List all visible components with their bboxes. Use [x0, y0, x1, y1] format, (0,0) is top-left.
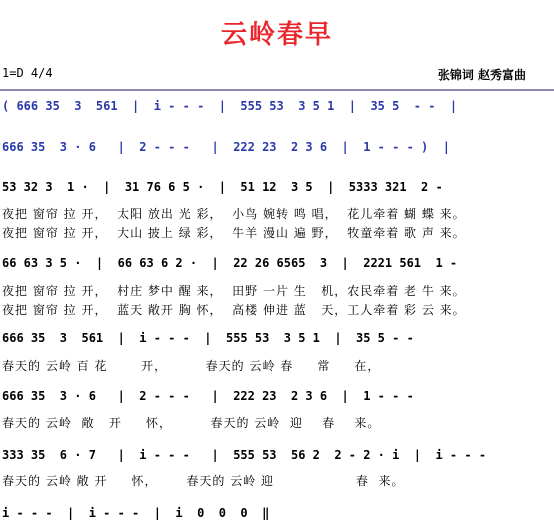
lyric-1a: 夜把 窗帘 拉 开， 太阳 放出 光 彩， 小鸟 婉转 鸣 唱， 花儿牵着 蝴 蝶 来。 [2, 207, 466, 221]
lyric-4: 春天的 云岭 敞 开 怀， 春天的 云岭 迎 春 来。 [2, 416, 381, 430]
lyric-5: 春天的 云岭 敞 开 怀， 春天的 云岭 迎 春 来。 [2, 474, 405, 488]
ending-line: i - - - | i - - - | i 0 0 0 ‖ [2, 506, 270, 520]
chorus-line-3: 333 35 6 · 7 | i - - - | 555 53 56 2 2 - 2 · i | i - - - [2, 448, 487, 462]
credits: 张锦词 赵秀富曲 [437, 68, 526, 82]
verse-line-1: 53 32 3 1 · | 31 76 6 5 · | 51 12 3 5 | 5333 321 2 - [2, 180, 443, 194]
lyric-2a: 夜把 窗帘 拉 开， 村庄 梦中 醒 来， 田野 一片 生 机，农民牵着 老 牛 来。 [2, 284, 466, 298]
song-title: 云岭春早 [220, 20, 333, 50]
intro-line-1: ( 666 35 3 561 | i - - - | 555 53 3 5 1 | 35 5 - - | [2, 99, 458, 113]
key-signature: 1=D 4/4 [2, 66, 53, 80]
chorus-line-2: 666 35 3 · 6 | 2 - - - | 222 23 2 3 6 | 1 - - - [2, 389, 414, 403]
lyric-1b: 夜把 窗帘 拉 开， 大山 披上 绿 彩， 牛羊 漫山 遍 野， 牧童牵着 歌 声 来。 [2, 226, 466, 240]
lyric-2b: 夜把 窗帘 拉 开， 蓝天 敞开 胸 怀， 高楼 伸进 蓝 天，工人牵着 彩 云 来。 [2, 303, 466, 317]
lyric-3: 春天的 云岭 百 花 开， 春天的 云岭 春 常 在， [2, 359, 381, 373]
verse-line-2: 66 63 3 5 · | 66 63 6 2 · | 22 26 6565 3 | 2221 561 1 - [2, 256, 458, 270]
chorus-line-1: 666 35 3 561 | i - - - | 555 53 3 5 1 | 35 5 - - [2, 331, 414, 345]
divider-line [0, 89, 554, 91]
intro-line-2: 666 35 3 · 6 | 2 - - - | 222 23 2 3 6 | 1 - - - ) | [2, 140, 450, 154]
